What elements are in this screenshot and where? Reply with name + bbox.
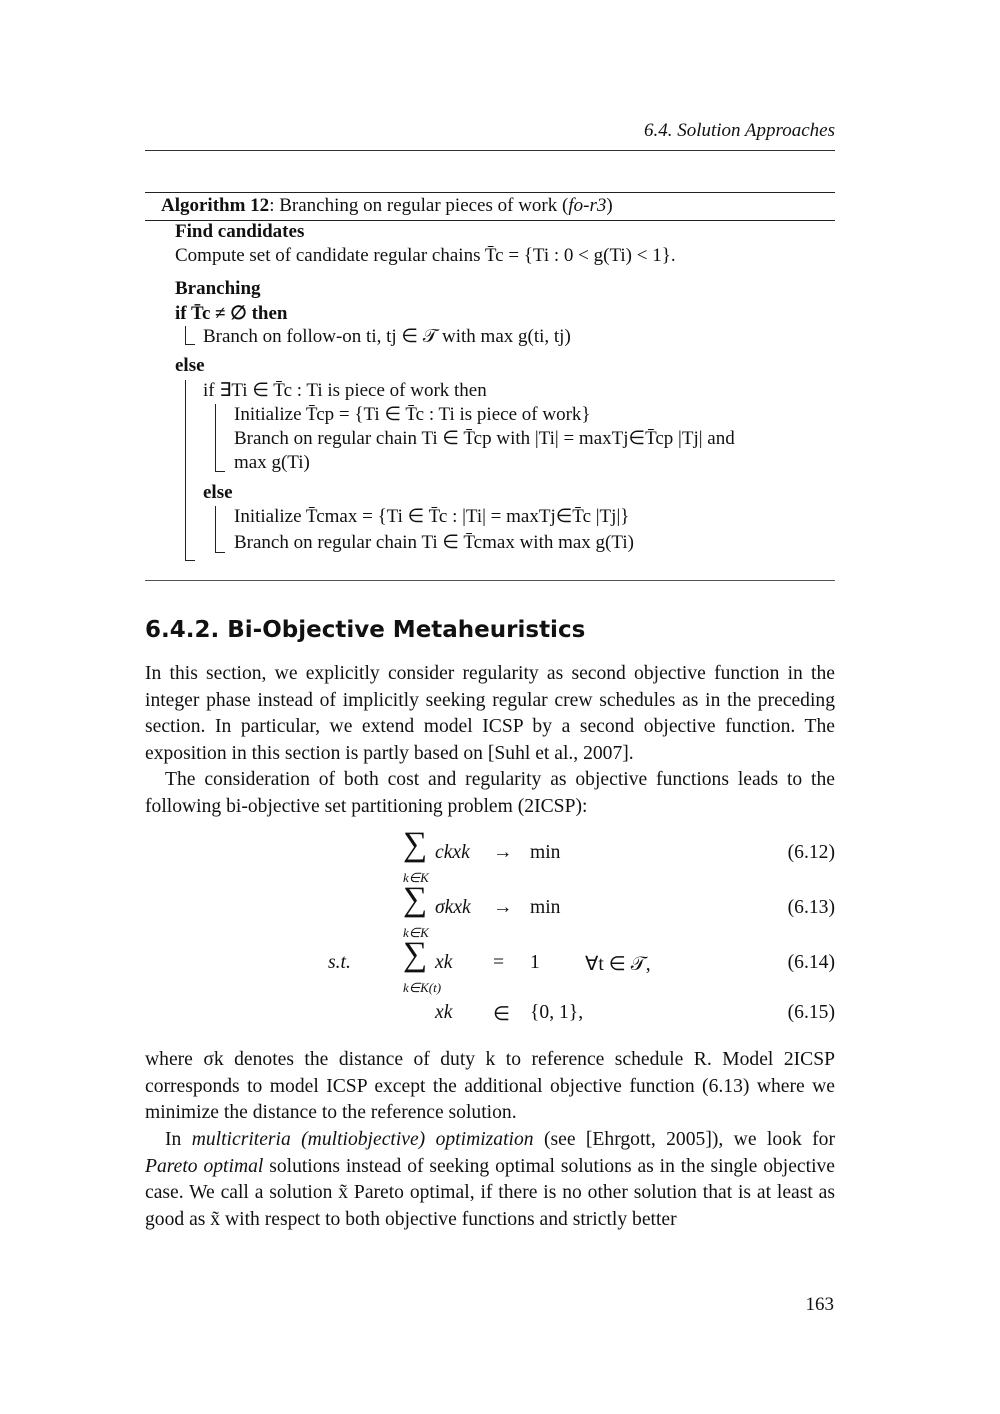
algorithm-caption-text: : Branching on regular pieces of work (: [269, 195, 569, 216]
equation-relation: →: [493, 842, 513, 863]
paragraph-4-a: In: [165, 1129, 192, 1150]
equation-condition: ∀t ∈ 𝒯,: [585, 954, 651, 975]
else1-block-end: [185, 560, 195, 561]
section-title: 6.4.2. Bi-Objective Metaheuristics: [145, 617, 586, 643]
algorithm-caption: [161, 195, 613, 217]
equation-lhs: xk: [435, 952, 453, 973]
if1-body: Branch on follow-on ti, tj ∈ 𝒯 with max g(ti, tj): [203, 326, 571, 347]
equation-row: [145, 936, 835, 1000]
if2-body-max: max g(Ti): [234, 452, 310, 473]
equation-row: [145, 881, 835, 945]
equation-rhs: min: [530, 897, 561, 918]
equation-lhs: ckxk: [435, 842, 470, 863]
equation-relation: →: [493, 897, 513, 918]
equation-row: [145, 1000, 835, 1050]
else-line: else: [175, 355, 205, 376]
running-title: 6.4. Solution Approaches: [643, 120, 835, 141]
if2-body-branch: Branch on regular chain Ti ∈ T̄cp with |Ti| = maxTj∈T̄cp |Tj| and: [234, 428, 735, 449]
equation-prefix: s.t.: [328, 952, 351, 973]
algorithm-caption-close: ): [606, 195, 613, 216]
summation-index: k∈K(t): [403, 980, 442, 995]
if1-block-end: [185, 344, 195, 345]
equation-row: [145, 826, 835, 890]
else2-body-branch: Branch on regular chain Ti ∈ T̄cmax with max g(Ti): [234, 532, 634, 553]
else1-block-bar: [185, 380, 186, 560]
algorithm-label: Algorithm 12: [161, 195, 270, 216]
equation-number: (6.15): [787, 1002, 835, 1023]
page-number: 163: [805, 1294, 834, 1315]
else2-body-initialize: Initialize T̄cmax = {Ti ∈ T̄c : |Ti| = maxTj∈T̄c |Tj|}: [234, 506, 630, 527]
equation-rhs: 1: [530, 952, 540, 973]
algorithm-bottom-rule: [145, 580, 835, 581]
algorithm-top-rule: [145, 192, 835, 193]
else2-line: else: [203, 482, 233, 503]
if-empty-line: if T̄c ≠ ∅ then: [175, 303, 288, 324]
equation-rhs: min: [530, 842, 561, 863]
find-candidates-line: Compute set of candidate regular chains T̄c = {Ti : 0 < g(Ti) < 1}.: [175, 245, 676, 266]
equation-number: (6.14): [787, 952, 835, 973]
equation-lhs: σkxk: [435, 897, 471, 918]
equation-number: (6.13): [787, 897, 835, 918]
if2-body-initialize: Initialize T̄cp = {Ti ∈ T̄c : Ti is piece of work}: [234, 404, 591, 425]
summation-symbol: ∑: [403, 936, 428, 973]
else2-block-end: [215, 552, 225, 553]
paragraph-4-c: solutions instead of seeking optimal solutions as in the single objective case. We call a solution x̃ Pareto optimal, if there is no other solution that is at least as good as x̃ with respect to both objective functions and strictly better: [145, 1155, 836, 1230]
equation-lhs: xk: [435, 1002, 453, 1023]
summation-index: k∈K: [403, 870, 429, 885]
find-candidates-heading: Find candidates: [175, 221, 305, 242]
equation-number: (6.12): [787, 842, 835, 863]
if2-block-end: [215, 471, 225, 472]
paragraph-3: where σk denotes the distance of duty k to reference schedule R. Model 2ICSP corresponds to model ICSP except the additional objective function (6.13) where we minimize the distance to the reference solution.: [145, 1049, 835, 1124]
if2-block-bar: [215, 404, 216, 471]
summation-index: k∈K: [403, 925, 429, 940]
paragraph-4-b: (see [Ehrgott, 2005]), we look for: [533, 1129, 835, 1150]
paragraph-4: [145, 1127, 835, 1233]
equation-relation: =: [493, 952, 505, 973]
algorithm-tag: fo-r3: [568, 195, 607, 216]
summation-symbol: ∑: [403, 826, 428, 863]
paragraph-2: The consideration of both cost and regularity as objective functions leads to the following bi-objective set partitioning problem (2ICSP):: [145, 769, 835, 817]
algorithm-box: [145, 192, 835, 582]
summation-symbol: ∑: [403, 881, 428, 918]
else2-block-bar: [215, 506, 216, 552]
equation-rhs: {0, 1},: [530, 1002, 584, 1023]
if1-block-bar: [185, 326, 186, 344]
paragraph-4-emphasis-2: Pareto optimal: [145, 1155, 264, 1177]
paragraph-4-emphasis-1: multicriteria (multiobjective) optimization: [191, 1129, 534, 1150]
equation-relation: ∈: [493, 1004, 511, 1025]
paragraph-1: In this section, we explicitly consider regularity as second objective function in the integer phase instead of implicitly seeking regular crew schedules as in the preceding section. In particular, we extend model ICSP by a second objective function. The exposition in this section is partly based on [Suhl et al., 2007].: [145, 663, 835, 764]
branching-heading: Branching: [175, 278, 261, 299]
running-header: [145, 120, 835, 151]
if2-line: if ∃Ti ∈ T̄c : Ti is piece of work then: [203, 380, 487, 401]
